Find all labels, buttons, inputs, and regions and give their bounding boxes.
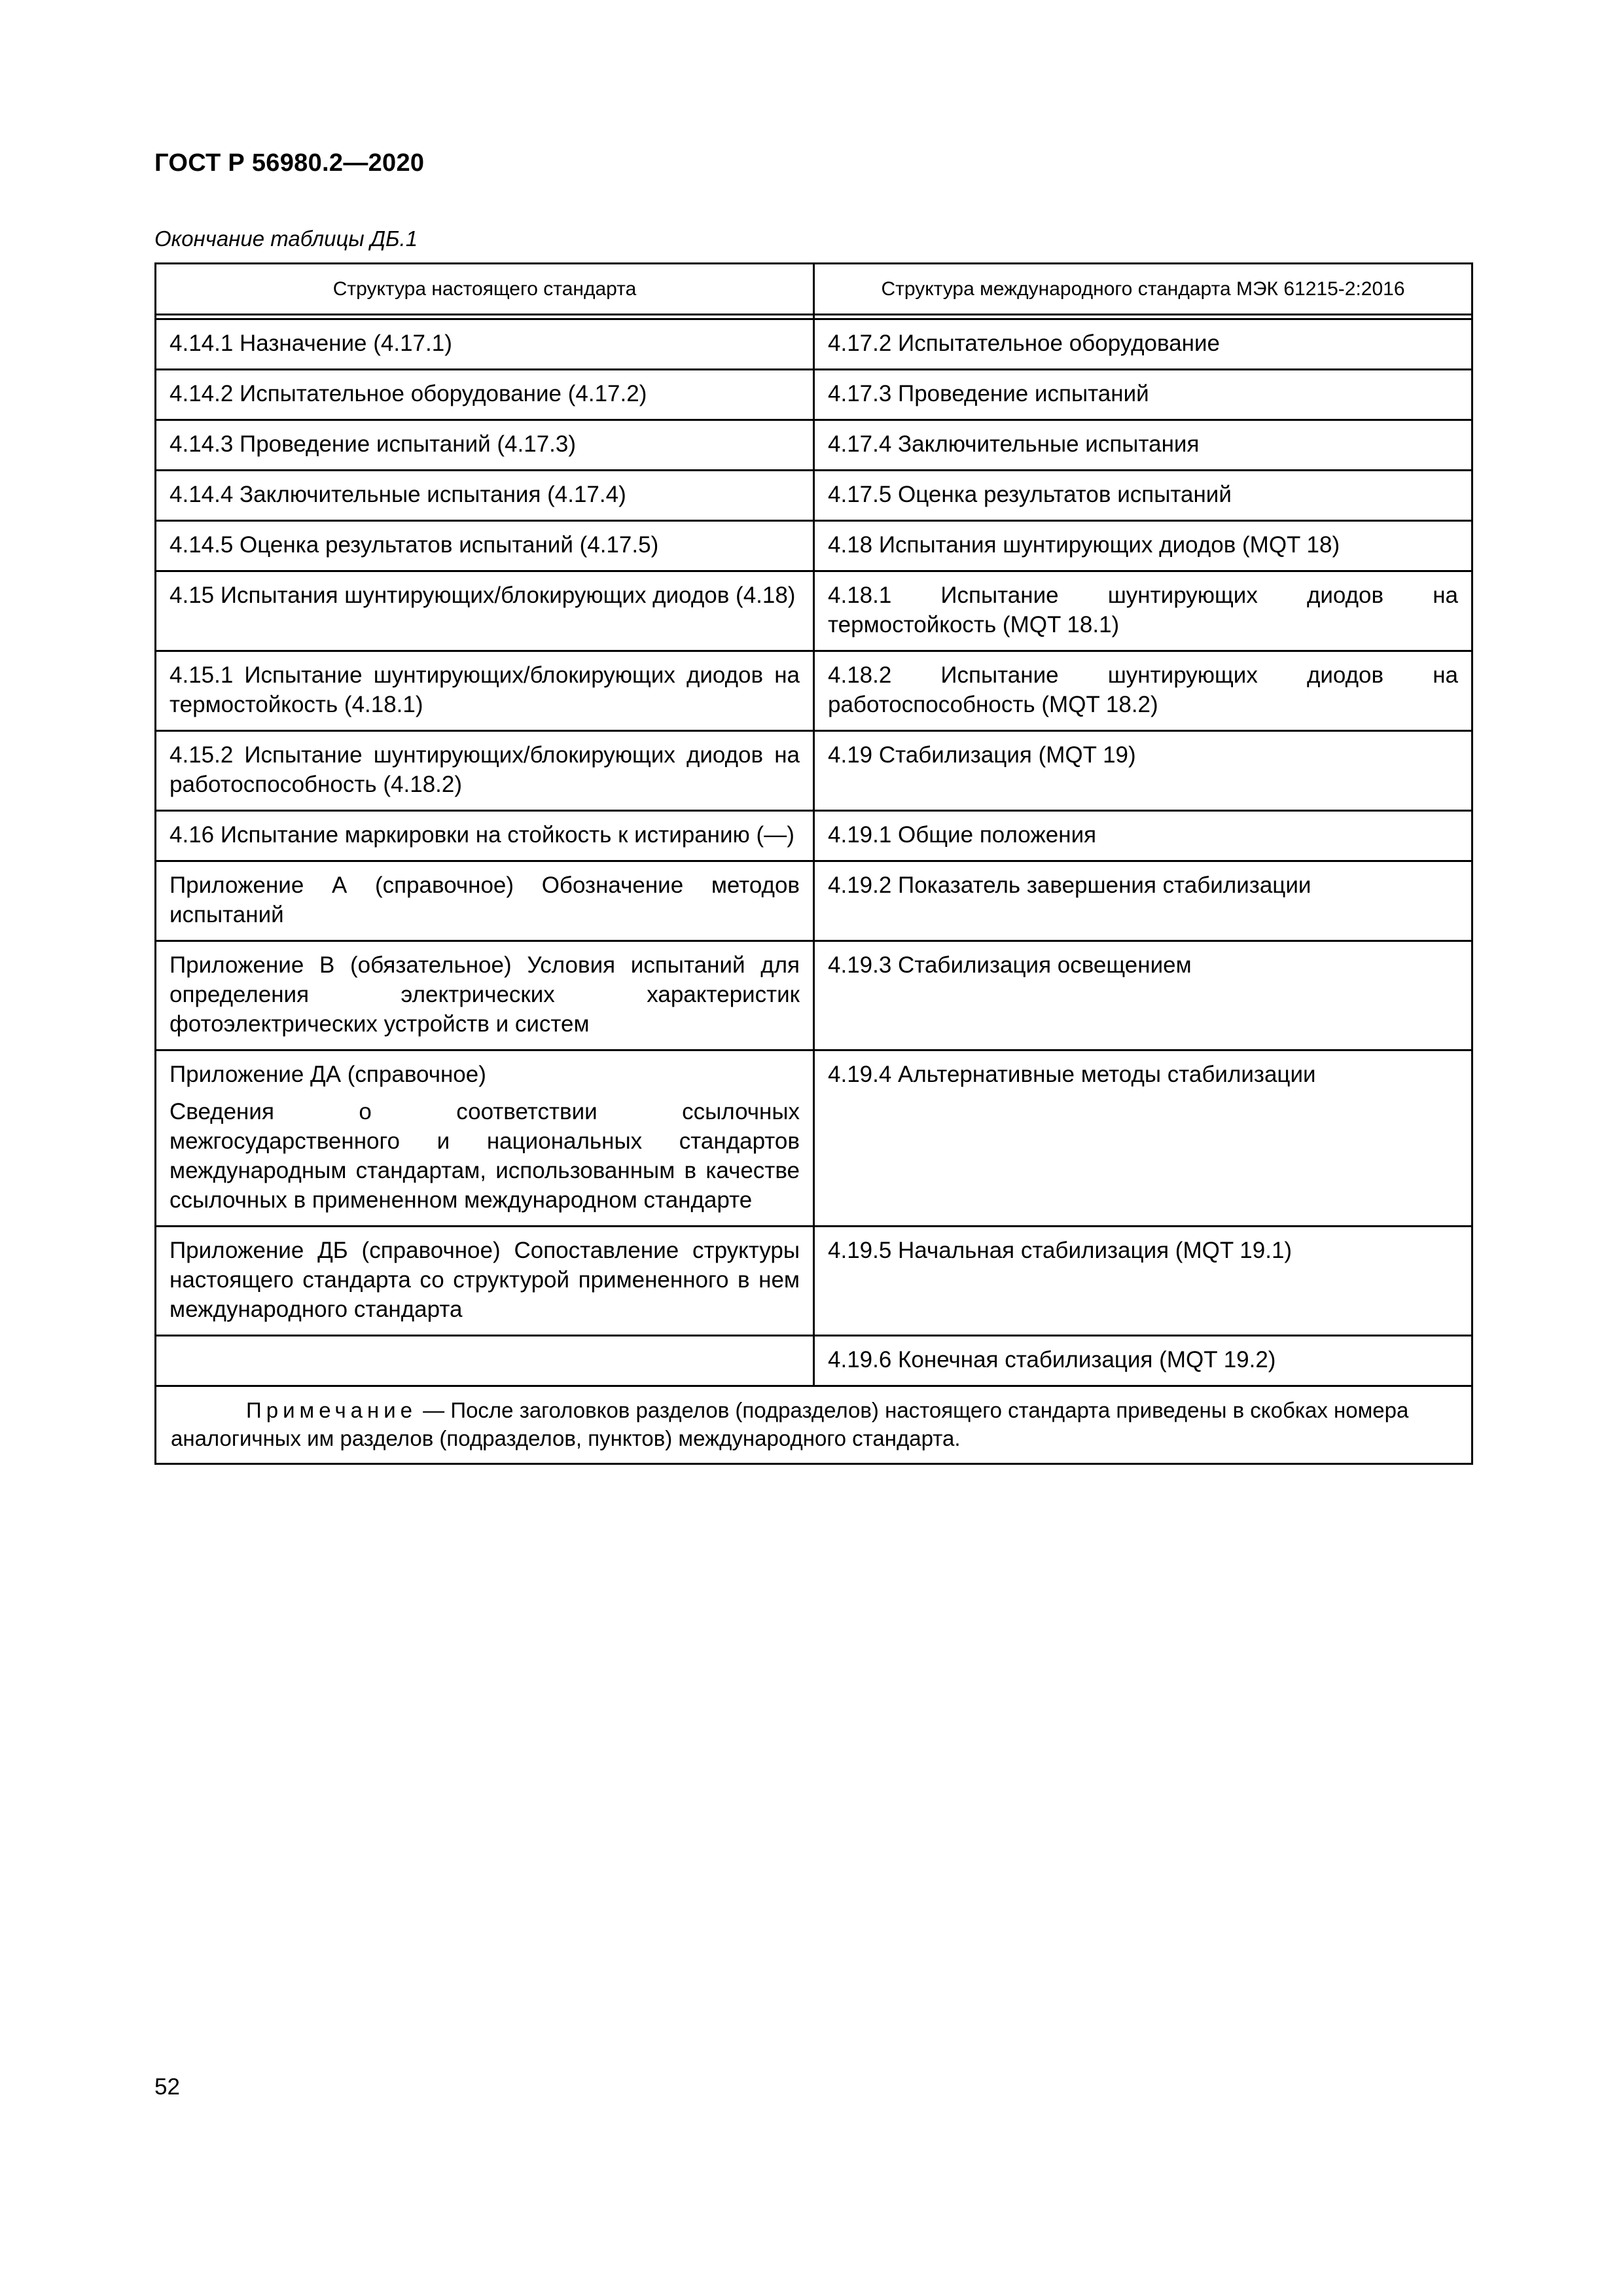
table-row [156, 1336, 1472, 1386]
table-row [156, 571, 1472, 651]
table-body [156, 315, 1472, 1386]
page-number: 52 [154, 2074, 180, 2100]
national-section-cell [156, 370, 814, 420]
national-section-text: 4.14.2 Испытательное оборудование (4.17.2) [169, 381, 647, 406]
table-caption: Окончание таблицы ДБ.1 [154, 226, 418, 251]
national-section-text: 4.14.5 Оценка результатов испытаний (4.17.5) [169, 532, 659, 558]
table-row [156, 731, 1472, 811]
national-section-cell [156, 941, 814, 1050]
national-section-cell [156, 811, 814, 861]
header-international-standard: Структура международного стандарта МЭК 61215-2:2016 [814, 264, 1472, 315]
national-section-text: Приложение ДА (справочное) [169, 1062, 486, 1087]
national-section-cell [156, 521, 814, 571]
national-section-cell [156, 319, 814, 370]
national-section-cell [156, 861, 814, 941]
national-section-text: 4.16 Испытание маркировки на стойкость к истиранию (—) [169, 822, 794, 848]
national-section-text: Приложение В (обязательное) Условия испытаний для определения электрических характеристик фотоэлектрических устройств и систем [169, 952, 800, 1037]
national-section-cell [156, 471, 814, 521]
table-header [156, 264, 1472, 315]
table-row [156, 811, 1472, 861]
header-separator [156, 315, 1472, 319]
international-section-cell: 4.18.1 Испытание шунтирующих диодов на термостойкость (MQT 18.1) [814, 571, 1472, 651]
national-section-cell [156, 731, 814, 811]
table-row [156, 319, 1472, 370]
note-paragraph [171, 1396, 1457, 1452]
structure-comparison-table-container [154, 262, 1471, 1465]
national-section-text: Приложение ДБ (справочное) Сопоставление структуры настоящего стандарта со структурой примененного в нем международного стандарта [169, 1238, 800, 1322]
national-section-cell [156, 571, 814, 651]
table-row [156, 941, 1472, 1050]
national-section-cell [156, 1336, 814, 1386]
national-section-cell [156, 420, 814, 471]
national-section-text: 4.15 Испытания шунтирующих/блокирующих диодов (4.18) [169, 583, 796, 608]
national-section-text: 4.14.4 Заключительные испытания (4.17.4) [169, 482, 626, 507]
national-section-text: 4.15.2 Испытание шунтирующих/блокирующих диодов на работоспособность (4.18.2) [169, 742, 800, 797]
table-row [156, 861, 1472, 941]
international-section-cell: 4.17.4 Заключительные испытания [814, 420, 1472, 471]
international-section-cell: 4.17.2 Испытательное оборудование [814, 319, 1472, 370]
international-section-cell: 4.19.1 Общие положения [814, 811, 1472, 861]
table-row [156, 651, 1472, 731]
table-row [156, 1227, 1472, 1336]
international-section-cell: 4.17.5 Оценка результатов испытаний [814, 471, 1472, 521]
international-section-cell: 4.19.5 Начальная стабилизация (MQT 19.1) [814, 1227, 1472, 1336]
international-section-cell: 4.19.3 Стабилизация освещением [814, 941, 1472, 1050]
national-section-cell [156, 1050, 814, 1227]
international-section-cell: 4.19.2 Показатель завершения стабилизации [814, 861, 1472, 941]
national-section-text: 4.14.3 Проведение испытаний (4.17.3) [169, 431, 577, 457]
note-label: Примечание [246, 1398, 418, 1422]
national-section-text: 4.14.1 Назначение (4.17.1) [169, 331, 452, 356]
table-row [156, 370, 1472, 420]
national-section-cell [156, 651, 814, 731]
table-header-row [156, 264, 1472, 315]
table-note-row [156, 1386, 1472, 1464]
document-code: ГОСТ Р 56980.2—2020 [154, 149, 425, 177]
international-section-cell: 4.19.4 Альтернативные методы стабилизации [814, 1050, 1472, 1227]
table-footer [156, 1386, 1472, 1464]
international-section-cell: 4.17.3 Проведение испытаний [814, 370, 1472, 420]
table-note [156, 1386, 1472, 1464]
national-section-text: 4.15.1 Испытание шунтирующих/блокирующих диодов на термостойкость (4.18.1) [169, 662, 800, 717]
table-row [156, 1050, 1472, 1227]
national-section-cell [156, 1227, 814, 1336]
international-section-cell: 4.18.2 Испытание шунтирующих диодов на работоспособность (MQT 18.2) [814, 651, 1472, 731]
national-section-text: Приложение А (справочное) Обозначение методов испытаний [169, 872, 800, 927]
table-row [156, 521, 1472, 571]
national-section-text: Сведения о соответствии ссылочных межгосударственного и национальных стандартов международным стандартам, использованным в качестве ссылочных в примененном международном стандарте [169, 1099, 800, 1213]
table-row [156, 420, 1472, 471]
header-national-standard: Структура настоящего стандарта [156, 264, 814, 315]
international-section-cell: 4.19 Стабилизация (MQT 19) [814, 731, 1472, 811]
note-text: — После заголовков разделов (подразделов) настоящего стандарта приведены в скобках номера аналогичных им разделов (подразделов, пунктов) международного стандарта. [171, 1398, 1409, 1450]
table-row [156, 471, 1472, 521]
international-section-cell: 4.18 Испытания шунтирующих диодов (MQT 18) [814, 521, 1472, 571]
international-section-cell: 4.19.6 Конечная стабилизация (MQT 19.2) [814, 1336, 1472, 1386]
structure-comparison-table [154, 262, 1473, 1465]
